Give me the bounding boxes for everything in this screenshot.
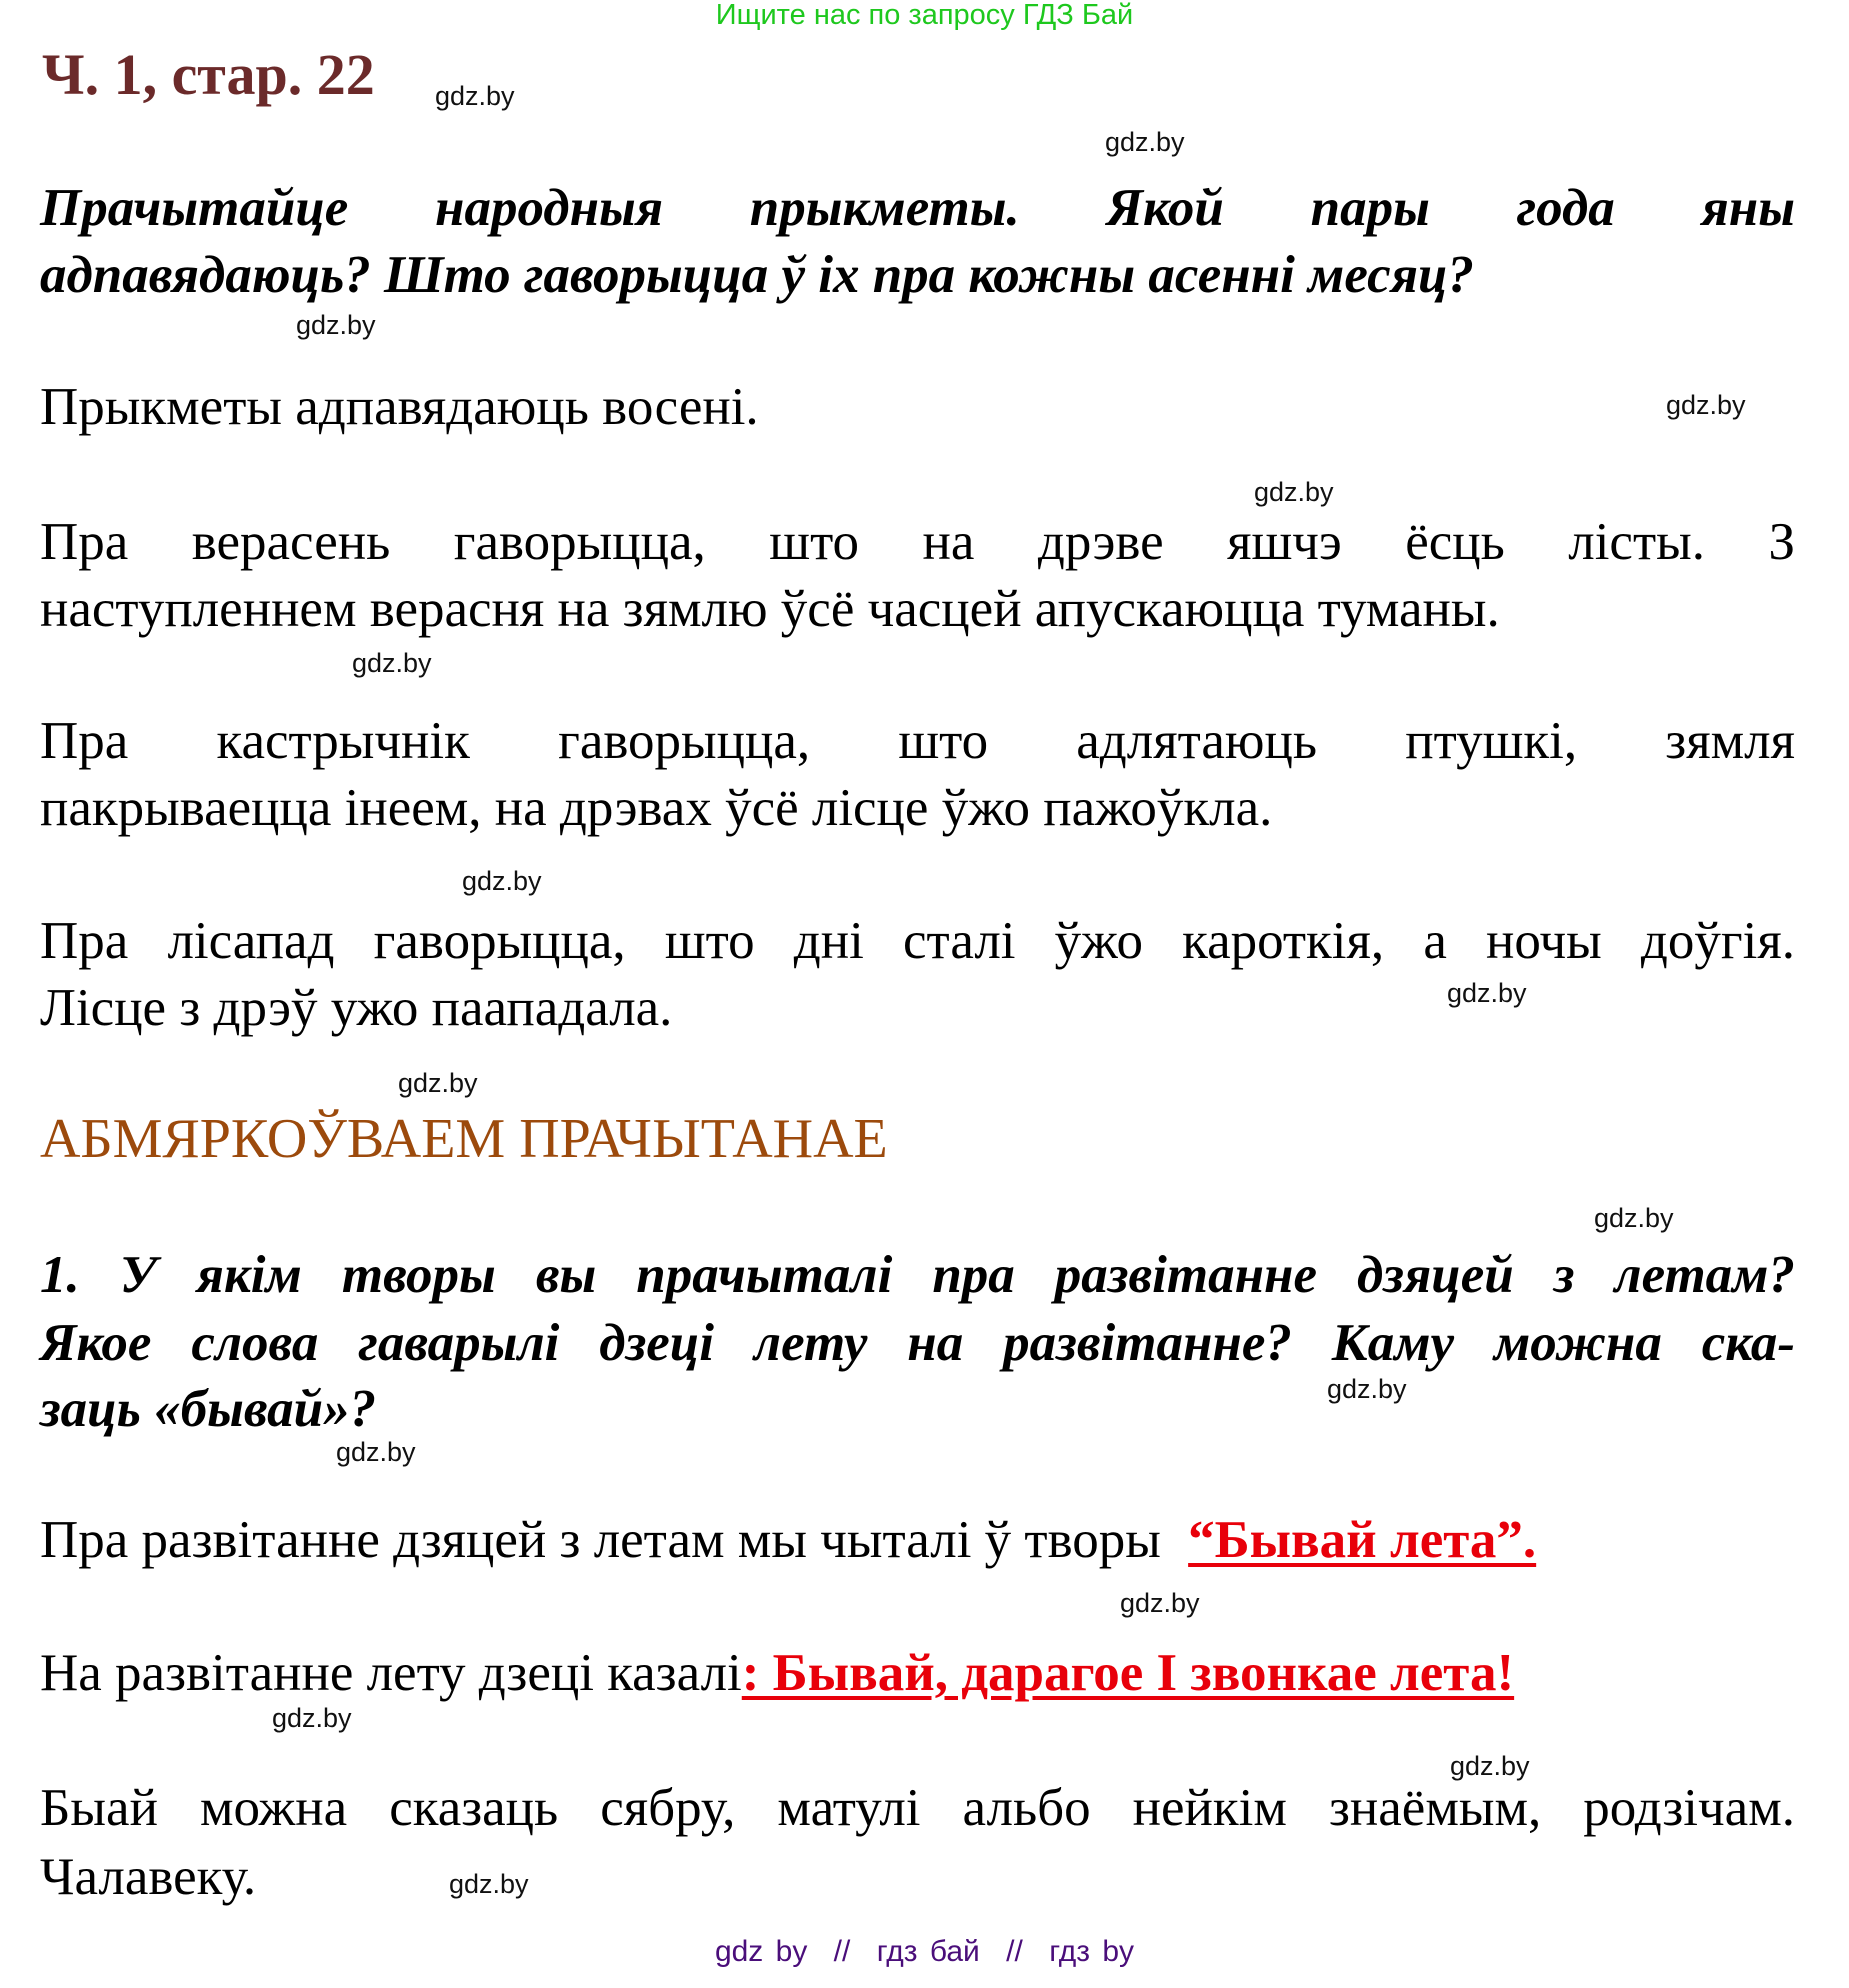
section-heading: АБМЯРКОЎВАЕМ ПРАЧЫТАНАЕ: [40, 1108, 888, 1170]
answer-november-line1: Пра лісапад гаворыцца, што дні сталі ўжо кароткія, а ночы доўгія.: [40, 912, 1795, 970]
question2-line3: заць «бывай»?: [40, 1380, 377, 1438]
watermark: gdz.by: [336, 1437, 416, 1467]
watermark: gdz.by: [1447, 978, 1527, 1008]
watermark: gdz.by: [1450, 1751, 1530, 1781]
watermark: gdz.by: [462, 866, 542, 896]
answer-september-line1: Пра верасень гаворыцца, што на дрэве яшчэ ёсць лісты. З: [40, 513, 1795, 571]
answer-farewell-words: [40, 1640, 1795, 1706]
footer-link-gdz-bai[interactable]: гдз бай: [876, 1935, 980, 1968]
farewell-words-highlight: : Бывай, дарагое І звонкае лета!: [741, 1644, 1515, 1702]
footer-separator: //: [1006, 1935, 1023, 1968]
question2-line1: 1. У якім творы вы прачыталі пра развітанне дзяцей з летам?: [40, 1246, 1795, 1304]
answer-october-line1: Пра кастрычнік гаворыцца, што адлятаюць птушкі, зямля: [40, 712, 1795, 770]
answer-whom-line1: Быай можна сказаць сябру, матулі альбо нейкім знаёмым, родзічам.: [40, 1779, 1795, 1837]
watermark: gdz.by: [1327, 1374, 1407, 1404]
question1-line2: адпавядаюць? Што гаворыцца ў іх пра кожны асенні месяц?: [40, 246, 1474, 304]
page-title: Ч. 1, стар. 22: [42, 42, 375, 107]
answer-work-title: [40, 1507, 1795, 1573]
watermark: gdz.by: [352, 648, 432, 678]
answer-autumn: Прыкметы адпавядаюць восені.: [40, 378, 759, 436]
work-title-highlight: “Бывай лета”.: [1188, 1511, 1537, 1569]
answer-whom-line2: Чалавеку.: [40, 1848, 257, 1906]
answer-farewell-text: На развітанне лету дзеці казалі: [40, 1644, 742, 1702]
answer-september-line2: наступленнем верасня на зямлю ўсё часцей апускаюцца туманы.: [40, 580, 1500, 638]
watermark: gdz.by: [398, 1068, 478, 1098]
watermark: gdz.by: [296, 310, 376, 340]
question2-line2: Якое слова гаварылі дзеці лету на развітанне? Каму можна ска-: [40, 1314, 1795, 1372]
watermark: gdz.by: [435, 81, 515, 111]
question1-line1: Прачытайце народныя прыкметы. Якой пары года яны: [40, 179, 1795, 237]
watermark: gdz.by: [272, 1703, 352, 1733]
answer-november-line2: Лісце з дрэў ужо паападала.: [40, 979, 673, 1037]
watermark: gdz.by: [1120, 1588, 1200, 1618]
watermark: gdz.by: [1105, 127, 1185, 157]
search-banner: Ищите нас по запросу ГДЗ Бай: [715, 0, 1134, 31]
watermark: gdz.by: [449, 1869, 529, 1899]
answer-october-line2: пакрываецца інеем, на дрэвах ўсё лісце ўжо пажоўкла.: [40, 779, 1273, 837]
footer-link-gdz-by[interactable]: gdz by: [714, 1935, 808, 1968]
watermark: gdz.by: [1254, 477, 1334, 507]
footer-link-gdz-by-cyr[interactable]: гдз by: [1049, 1935, 1135, 1968]
watermark: gdz.by: [1594, 1203, 1674, 1233]
footer-links: [0, 1934, 1849, 1970]
footer-separator: //: [833, 1935, 851, 1968]
watermark: gdz.by: [1666, 390, 1746, 420]
answer-work-text: Пра развітанне дзяцей з летам мы чыталі ў творы: [40, 1511, 1161, 1569]
